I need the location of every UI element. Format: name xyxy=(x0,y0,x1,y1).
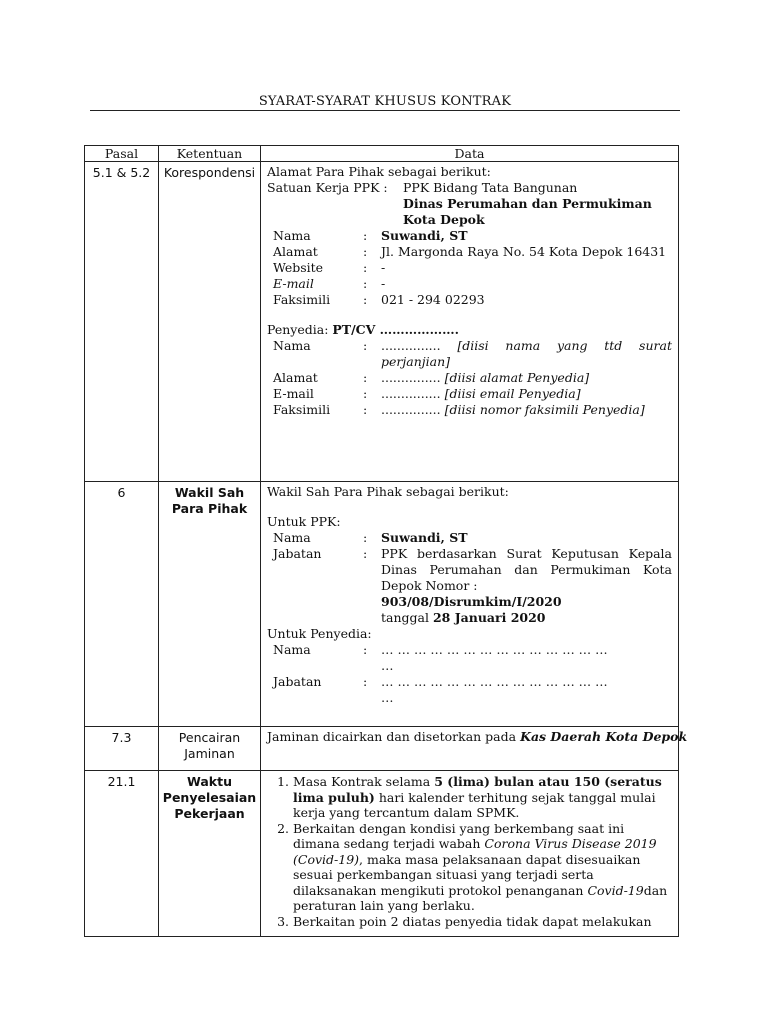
ppk-email-field: E-mail : - xyxy=(273,276,386,291)
contract-table xyxy=(84,145,688,937)
wakil-penyedia-jabatan-field: Jabatan : … … … … … … … … … … … … … … … xyxy=(273,674,608,705)
list-item: 1. Masa Kontrak selama 5 (lima) bulan atau 150 (seratus lima puluh) hari kalender terhitung sejak tanggal mulai kerja yang tercantum dalam SPMK. xyxy=(293,774,672,821)
korespondensi-intro: Alamat Para Pihak sebagai berikut: xyxy=(267,164,491,179)
data-cell xyxy=(261,771,679,937)
sk-nomor: 903/08/Disrumkim/I/2020 xyxy=(381,594,562,609)
ppk-nama-field: Nama : Suwandi, ST xyxy=(273,228,468,243)
ketentuan-cell: Wakil Sah Para Pihak xyxy=(159,482,261,727)
ketentuan-cell: Pencairan Jaminan xyxy=(159,727,261,771)
penyedia-faksimili-field: Faksimili : ............... [diisi nomor faksimili Penyedia] xyxy=(273,402,645,417)
terms-list xyxy=(267,774,672,929)
wakil-ppk-nama-field: Nama : Suwandi, ST xyxy=(273,530,468,545)
table-row-wakil-sah xyxy=(85,482,679,727)
ketentuan-cell: Waktu Penyelesaian Pekerjaan xyxy=(159,771,261,937)
untuk-ppk-label: Untuk PPK: xyxy=(267,514,341,529)
ppk-website-field: Website : - xyxy=(273,260,386,275)
kas-daerah: Kas Daerah Kota Depok xyxy=(520,729,688,744)
header-data: Data xyxy=(261,146,679,162)
pasal-cell: 6 xyxy=(85,482,159,727)
table-header-row xyxy=(85,146,679,162)
pasal-cell: 5.1 & 5.2 xyxy=(85,162,159,482)
penyedia-line: Penyedia: PT/CV ………………. xyxy=(267,322,460,337)
table-row-korespondensi xyxy=(85,162,679,482)
wakil-penyedia-nama-field: Nama : … … … … … … … … … … … … … … … xyxy=(273,642,608,673)
dinas-name-1: Dinas Perumahan dan Permukiman xyxy=(403,196,652,211)
dinas-name-2: Kota Depok xyxy=(403,212,485,227)
page-title: SYARAT-SYARAT KHUSUS KONTRAK xyxy=(258,94,512,109)
satuan-kerja-label: Satuan Kerja PPK : xyxy=(267,180,388,195)
title-underline xyxy=(90,110,680,111)
satuan-kerja-value: PPK Bidang Tata Bangunan xyxy=(403,180,578,195)
ppk-faksimili-field: Faksimili : 021 - 294 02293 xyxy=(273,292,485,307)
penyedia-nama-field: Nama : ............... [diisi nama yang ttd surat perjanjian] xyxy=(273,338,672,369)
ppk-alamat-field: Alamat : Jl. Margonda Raya No. 54 Kota Depok 16431 xyxy=(273,244,667,259)
satuan-kerja-row xyxy=(267,180,672,196)
wakil-ppk-jabatan-field: Jabatan : PPK berdasarkan Surat Keputusan Kepala Dinas Perumahan dan Permukiman Kota Depok Nomor : 903/08/Disrumkim/I/2020 tanggal 28 Januari 2020 xyxy=(273,546,672,625)
list-item: 3. Berkaitan poin 2 diatas penyedia tidak dapat melakukan xyxy=(293,914,672,930)
pasal-cell: 21.1 xyxy=(85,771,159,937)
untuk-penyedia-label: Untuk Penyedia: xyxy=(267,626,372,641)
wakil-sah-intro: Wakil Sah Para Pihak sebagai berikut: xyxy=(267,484,509,499)
data-cell: Jaminan dicairkan dan disetorkan pada Kas Daerah Kota Depok xyxy=(261,727,679,771)
pasal-cell: 7.3 xyxy=(85,727,159,771)
data-cell xyxy=(261,162,679,482)
ketentuan-cell: Korespondensi xyxy=(159,162,261,482)
sk-tanggal: 28 Januari 2020 xyxy=(432,610,546,625)
penyedia-email-field: E-mail : ............... [diisi email Penyedia] xyxy=(273,386,581,401)
header-pasal: Pasal xyxy=(85,146,159,162)
header-ketentuan: Ketentuan xyxy=(159,146,261,162)
list-item: 2. Berkaitan dengan kondisi yang berkembang saat ini dimana sedang terjadi wabah Corona Virus Disease 2019 (Covid-19), maka masa pelaksanaan dapat disesuaikan sesuai perkembangan situasi yang terjadi serta dilaksanakan mengikuti protokol penanganan Covid-19dan peraturan lain yang berlaku. xyxy=(293,821,672,914)
table-row-pencairan-jaminan xyxy=(85,727,679,771)
data-cell xyxy=(261,482,679,727)
penyedia-alamat-field: Alamat : ............... [diisi alamat Penyedia] xyxy=(273,370,590,385)
table-row-waktu-penyelesaian xyxy=(85,771,679,937)
